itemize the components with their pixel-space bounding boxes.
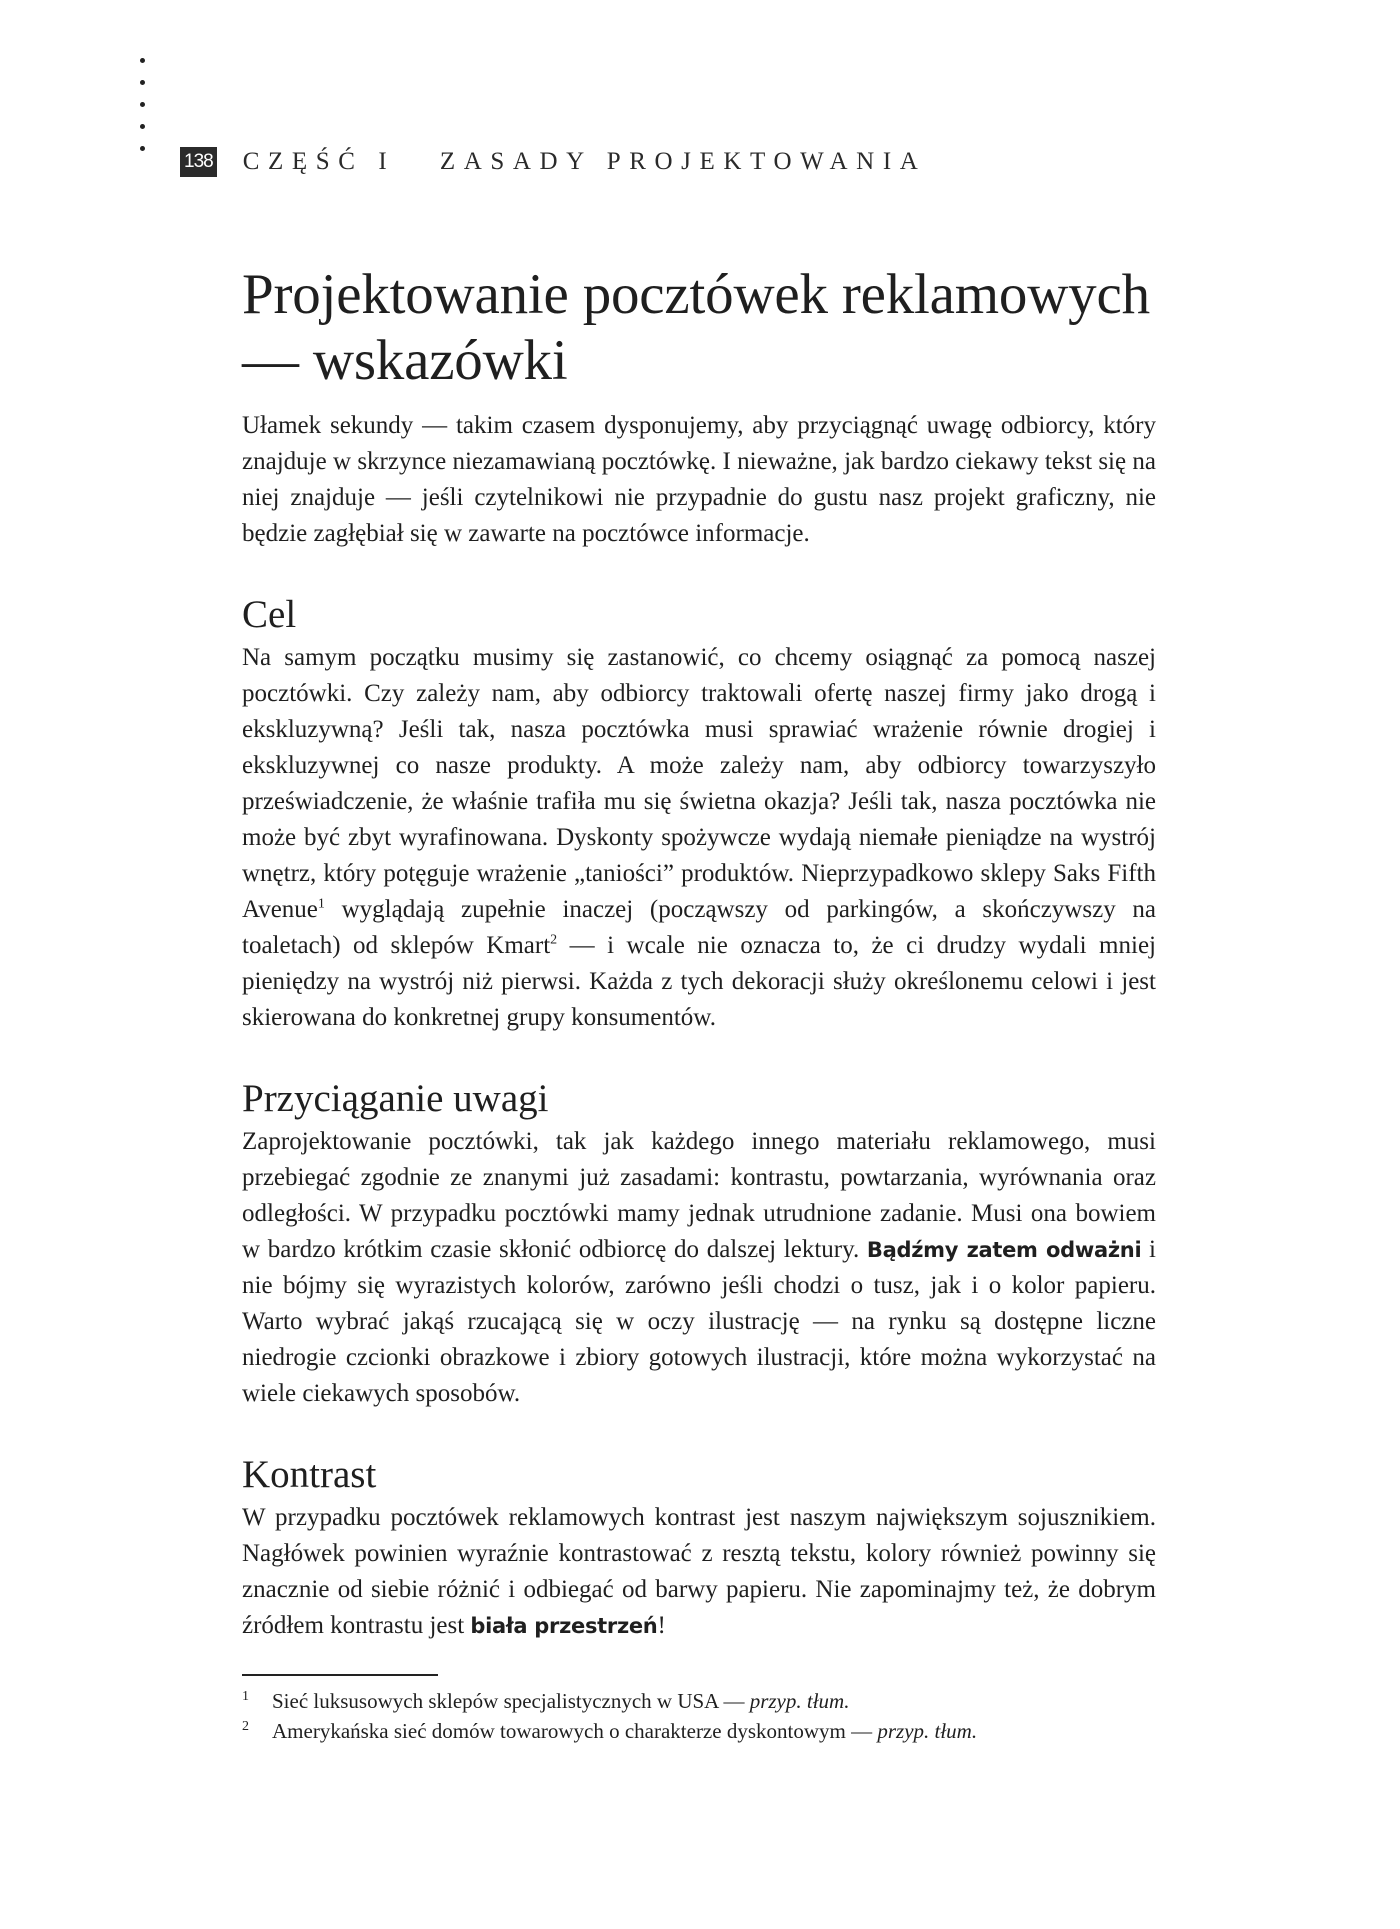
footnote-ref: 2 [550, 932, 558, 948]
running-header [180, 146, 926, 178]
emphasis-text: Bądźmy zatem odważni [866, 1238, 1142, 1262]
section-przyciaganie-uwagi [242, 1076, 1156, 1412]
page-number: 138 [180, 147, 217, 177]
section-heading: Kontrast [242, 1453, 377, 1496]
section-paragraph: Na samym początku musimy się zastanowić, co chcemy osiągnąć za pomocą naszej pocztówki. Czy zależy nam, aby odbiorcy traktowali ofertę naszej firmy jako drogą i ekskluzywną? Jeśli tak, nasza pocztówka musi sprawiać wrażenie równie drogiej i ekskluzywnej co nasze produkty. A może zależy nam, aby odbiorcy towarzyszyło przeświadczenie, że właśnie trafiła mu się świetna okazja? Jeśli tak, nasza pocztówka nie może być zbyt wyrafinowana. Dyskonty spożywcze wydają niemałe pieniądze na wystrój wnętrz, który potęguje wrażenie „taniości” produktów. Nieprzypadkowo sklepy Saks Fifth Avenue$^1$ wyglądają zupełnie inaczej (począwszy od parkingów, a skończywszy na toaletach) od sklepów Kmart$^2$ — i wcale nie oznacza to, że ci drudzy wydali mniej pieniędzy na wystrój niż pierwsi. Każda z tych dekoracji służy określonemu celowi i jest skierowana do konkretnej grupy konsumentów. [242, 644, 1156, 1031]
section-kontrast [242, 1452, 1156, 1644]
page-content [242, 262, 1156, 1746]
intro-paragraph: Ułamek sekundy — takim czasem dysponujemy, aby przyciągnąć uwagę odbiorcy, który znajduje w skrzynce niezamawianą pocztówkę. I nieważne, jak bardzo ciekawy tekst się na niej znajduje — jeśli czytelnikowi nie przypadnie do gustu nasz projekt graficzny, nie będzie zagłębiał się w zawarte na pocztówce informacje. [242, 412, 1156, 547]
emphasis-text: biała przestrzeń [470, 1614, 658, 1638]
article-title: Projektowanie pocztówek reklamowych — wskazówki [242, 263, 1150, 392]
section-cel [242, 592, 1156, 1036]
section-heading: Przyciąganie uwagi [242, 1077, 549, 1120]
running-title: CZĘŚĆ I ZASADY PROJEKTOWANIA [242, 148, 927, 175]
footnote-number: 2 [242, 1719, 249, 1734]
footnote: 1 Sieć luksusowych sklepów specjalistycznych w USA — przyp. tłum. [242, 1686, 1156, 1716]
footnote: 2 Amerykańska sieć domów towarowych o charakterze dyskontowym — przyp. tłum. [242, 1716, 1156, 1746]
margin-dots [140, 58, 148, 168]
footnote-ref: 1 [317, 896, 325, 912]
footnote-number: 1 [242, 1689, 249, 1704]
section-paragraph: Zaprojektowanie pocztówki, tak jak każdego innego materiału reklamowego, musi przebiegać zgodnie ze znanymi już zasadami: kontrastu, powtarzania, wyrównania oraz odległości. W przypadku pocztówki mamy jednak utrudnione zadanie. Musi ona bowiem w bardzo krótkim czasie skłonić odbiorcę do dalszej lektury. Bądźmy zatem odważni i nie bójmy się wyrazistych kolorów, zarówno jeśli chodzi o tusz, jak i o kolor papieru. Warto wybrać jakąś rzucającą się w oczy ilustrację — na rynku są dostępne liczne niedrogie czcionki obrazkowe i zbiory gotowych ilustracji, które można wykorzystać na wiele ciekawych sposobów. [242, 1128, 1156, 1407]
section-heading: Cel [242, 593, 297, 636]
footnote-divider [242, 1674, 438, 1676]
footnotes [242, 1686, 1156, 1746]
section-paragraph: W przypadku pocztówek reklamowych kontrast jest naszym największym sojusznikiem. Nagłówek powinien wyraźnie kontrastować z resztą tekstu, kolory również powinny się znacznie od siebie różnić i odbiegać od barwy papieru. Nie zapominajmy też, że dobrym źródłem kontrastu jest biała przestrzeń! [242, 1504, 1156, 1639]
